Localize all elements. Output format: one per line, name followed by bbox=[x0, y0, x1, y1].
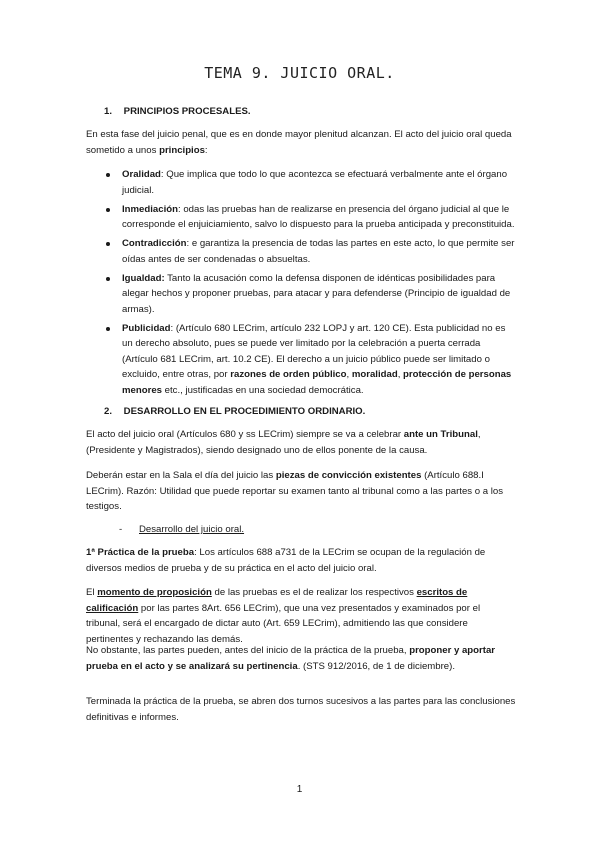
list-item bbox=[106, 271, 516, 318]
intro-paragraph bbox=[86, 127, 516, 158]
list-item bbox=[106, 321, 516, 399]
page-title: TEMA 9. JUICIO ORAL. bbox=[204, 64, 395, 82]
bullet-icon bbox=[106, 242, 110, 246]
paragraph bbox=[86, 694, 516, 725]
separator: , bbox=[346, 369, 352, 380]
list-item bbox=[106, 167, 516, 198]
paragraph-text: (Artículo 688.I LECrim). Razón: Utilidad que puede reportar su examen tanto al tribunal como a las partes o a los testigos. bbox=[86, 470, 504, 512]
paragraph-text: El bbox=[86, 587, 98, 598]
paragraph bbox=[86, 468, 516, 515]
paragraph-bold-underline: momento de proposición bbox=[97, 587, 212, 598]
paragraph-text: El acto del juicio oral (Artículos 680 y ss LECrim) siempre se va a celebrar bbox=[86, 429, 404, 440]
paragraph-text: Deberán estar en la Sala el día del juicio las bbox=[86, 470, 276, 481]
list-item bbox=[106, 202, 516, 233]
paragraph-text: : Los artículos 688 a731 de la LECrim se ocupan de la regulación de diversos medios de prueba y de su práctica en el acto del juicio oral. bbox=[86, 547, 486, 574]
section-number: 2. bbox=[104, 406, 113, 417]
dash-marker: - bbox=[119, 524, 123, 535]
paragraph-bold: ante un Tribunal bbox=[403, 429, 478, 440]
paragraph-bold: proponer y aportar prueba en el acto y se analizará su pertinencia bbox=[86, 645, 496, 672]
principle-term: Oralidad bbox=[122, 169, 161, 180]
principle-bold: protección de personas menores bbox=[122, 369, 512, 396]
paragraph-bold: piezas de convicción existentes bbox=[275, 470, 422, 481]
principle-text: etc., justificadas en una sociedad democrática. bbox=[162, 384, 364, 396]
paragraph-text: de las pruebas es el de realizar los respectivos bbox=[211, 587, 417, 598]
paragraph bbox=[86, 643, 516, 674]
principle-text: : (Artículo 680 LECrim, artículo 232 LOPJ y art. 120 CE). Esta publicidad no es un derecho absoluto, pues se puede ver limitado por la celebración a puerta cerrada (Artículo 681 LECrim, art. 10.2 CE). El derecho a un juicio público puede ser limitado o excluido, entre otras, por bbox=[122, 322, 506, 380]
subsection-label: Desarrollo del juicio oral. bbox=[139, 524, 245, 535]
list-item bbox=[106, 236, 516, 267]
section-label: PRINCIPIOS PROCESALES. bbox=[123, 106, 251, 117]
principle-bold: moralidad bbox=[351, 369, 398, 380]
section-heading-desarrollo bbox=[104, 404, 365, 420]
paragraph-bold-underline: escritos de calificación bbox=[86, 587, 468, 614]
page-number: 1 bbox=[296, 784, 303, 795]
section-number: 1. bbox=[104, 106, 113, 117]
bullet-icon bbox=[106, 173, 110, 177]
paragraph bbox=[86, 545, 516, 576]
section-heading-principios bbox=[104, 104, 251, 120]
paragraph bbox=[86, 585, 516, 647]
paragraph-bold: 1ª Práctica de la prueba bbox=[86, 547, 195, 558]
principle-text: : e garantiza la presencia de todas las partes en este acto, lo que permite ser oídas antes de ser condenadas o absueltas. bbox=[122, 238, 515, 265]
paragraph-text: No obstante, las partes pueden, antes del inicio de la práctica de la prueba, bbox=[86, 645, 410, 656]
principle-text: : Que implica que todo lo que acontezca se efectuará verbalmente ante el órgano judicial. bbox=[122, 169, 508, 196]
bullet-icon bbox=[106, 208, 110, 212]
section-label: DESARROLLO EN EL PROCEDIMIENTO ORDINARIO. bbox=[123, 406, 366, 417]
principle-term: Inmediación bbox=[122, 203, 178, 215]
principle-term: Publicidad bbox=[122, 322, 171, 334]
subsection-heading bbox=[119, 522, 244, 538]
bullet-icon bbox=[106, 277, 110, 281]
paragraph-text: , (Presidente y Magistrados), siendo designado uno de ellos ponente de la causa. bbox=[86, 429, 481, 456]
paragraph-text: por las partes 8Art. 656 LECrim), que una vez presentados y examinados por el tribunal, será el encargado de dictar auto (Art. 659 LECrim), admitiendo las que considere pertinentes y rechazando las demás. bbox=[86, 602, 481, 645]
bullet-icon bbox=[106, 327, 110, 331]
paragraph-text: . (STS 912/2016, de 1 de diciembre). bbox=[297, 660, 456, 672]
principle-text: : odas las pruebas han de realizarse en presencia del órgano judicial al que le corresponde el enjuiciamiento, salvo lo dispuesto para la prueba anticipada y preconstituida. bbox=[122, 203, 515, 230]
intro-bold: principios bbox=[159, 144, 205, 156]
paragraph bbox=[86, 427, 516, 458]
principle-bold: razones de orden público bbox=[230, 369, 347, 380]
separator: , bbox=[397, 369, 404, 380]
principle-term: Igualdad: bbox=[122, 272, 165, 284]
principle-term: Contradicción bbox=[122, 238, 187, 249]
intro-end: : bbox=[204, 144, 208, 156]
principles-list bbox=[106, 167, 516, 402]
paragraph-text: Terminada la práctica de la prueba, se abren dos turnos sucesivos a las partes para las conclusiones definitivas e informes. bbox=[86, 696, 516, 723]
intro-text: En esta fase del juicio penal, que es en donde mayor plenitud alcanzan. El acto del juicio oral queda sometido a unos bbox=[86, 129, 512, 156]
principle-text: Tanto la acusación como la defensa disponen de idénticas posibilidades para alegar hechos y proponer pruebas, para atacar y para defenderse (Principio de igualdad de armas). bbox=[122, 272, 511, 315]
